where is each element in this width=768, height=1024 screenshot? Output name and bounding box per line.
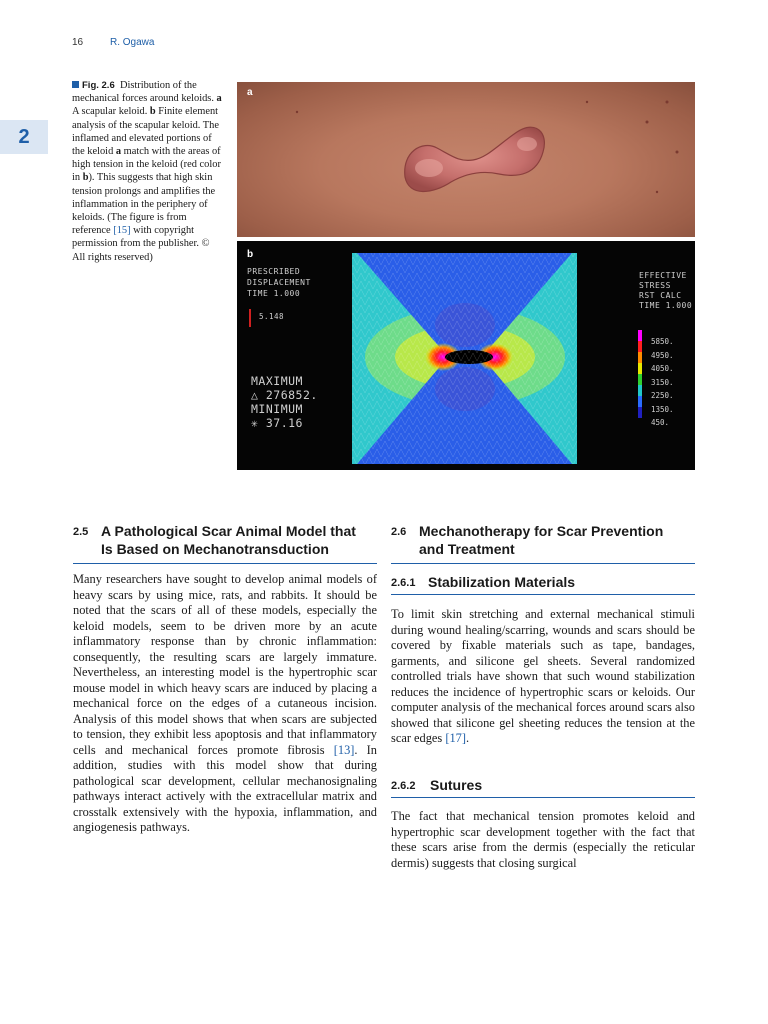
caption-text: Distribution of the mechanical forces around keloids.	[72, 80, 217, 105]
fem-extremes	[251, 374, 318, 430]
running-author: R. Ogawa	[110, 37, 155, 48]
caption-panel-ref: a	[115, 146, 122, 158]
fem-small-value: 5.148	[259, 312, 285, 321]
caption-panel-ref: b	[82, 172, 89, 184]
section-title: Is Based on Mechanotransduction	[101, 541, 329, 557]
fem-legend-line: STRESS	[639, 281, 671, 290]
caption-panel-ref: b	[149, 106, 156, 118]
subsection-title: Sutures	[430, 777, 483, 793]
fem-left-legend	[247, 266, 311, 299]
fem-right-legend	[639, 271, 692, 311]
fem-min-value: ✳ 37.16	[251, 416, 303, 430]
paragraph-text: The fact that mechanical tension promotes keloid and hypertrophic scar development together with the fact that these scars arise from the dermis (especially the reticular dermis) suggests that closing surgical	[391, 809, 695, 870]
paragraph-text: .	[466, 731, 470, 745]
caption-text: Finite element analysis of the scapular keloid. The inflamed and elevated portions of the keloid	[72, 106, 219, 158]
fem-max-value: △ 276852.	[251, 388, 318, 402]
scale-color-segment	[638, 352, 642, 363]
fem-legend-line: PRESCRIBED	[247, 267, 301, 276]
subsection-rule	[391, 797, 695, 798]
section-title: and Treatment	[419, 541, 515, 557]
figure-caption	[72, 79, 224, 264]
scale-color-segment	[638, 385, 642, 396]
keloid-photo-panel	[237, 82, 695, 237]
paragraph-text: To limit skin stretching and external mechanical stimuli during wound healing/scarring, wounds and scars should be covered by fixable materials such as tape, bandages, garments, and silicone gel sheets. Several randomized controlled trials have shown that such wound stabilization reduces the incidence of hypertrophic scars or keloids. Our computer analysis of the mechanical forces around scars also showed that silicone gel sheeting reduces the tension at the scar edges	[391, 607, 695, 745]
stress-color-scale	[638, 330, 642, 418]
section-number: 2.6	[391, 526, 407, 538]
fem-max-label: MAXIMUM	[251, 374, 303, 388]
paragraph	[391, 809, 695, 871]
citation-link[interactable]: [13]	[333, 742, 355, 757]
scale-color-segment	[638, 341, 642, 352]
caption-panel-ref: a	[216, 93, 222, 105]
scale-color-segment	[638, 407, 642, 418]
subsection-title: Stabilization Materials	[428, 574, 576, 590]
subsection-rule	[391, 594, 695, 595]
scale-color-segment	[638, 396, 642, 407]
caption-text: A scapular keloid.	[72, 106, 150, 118]
displacement-marker	[249, 309, 251, 327]
caption-text: match with the areas of high tension in the keloid (red color in	[72, 146, 221, 184]
fem-legend-line: RST CALC	[639, 291, 682, 300]
section-rule	[391, 563, 695, 564]
scale-label: 2250.	[651, 391, 674, 400]
fem-panel	[237, 241, 695, 470]
caption-text: ). This suggests that high skin tension prolongs and amplifies the inflammation in the periphery of keloids. (The figure is from reference	[72, 172, 216, 237]
caption-text: with copyright permission from the publisher. © All rights reserved)	[72, 225, 210, 263]
subsection-number: 2.6.1	[391, 577, 416, 589]
section-title: Mechanotherapy for Scar Prevention	[419, 523, 664, 539]
section-number: 2.5	[73, 526, 89, 538]
paragraph	[391, 607, 695, 747]
page-number: 16	[72, 37, 84, 48]
panel-b-label: b	[247, 249, 254, 260]
paragraph-text: . In addition, studies with this model show that during pathological scar development, cellular mechanosignaling pathways interact actively with the extracellular matrix and crosstalk extensively with the hypoxia, inflammation, and angiogenesis pathways.	[73, 742, 377, 834]
keloid-photo	[237, 82, 695, 237]
panel-a-label: a	[247, 87, 253, 98]
paragraph	[73, 572, 377, 836]
scale-color-segment	[638, 363, 642, 374]
citation-link[interactable]: [15]	[113, 225, 131, 237]
scale-color-segment	[638, 374, 642, 385]
scale-label: 4050.	[651, 364, 674, 373]
subsection-number: 2.6.2	[391, 780, 416, 792]
paragraph-text: Many researchers have sought to develop animal models of heavy scars by using mice, rats, and rabbits. It should be noted that the scars of all of these models, especially the keloid models, seem to be driven more by an acute inflammatory response than by chronic inflammation: consequently, the resulting scars are largely immature. Nevertheless, an interesting model is the hypertrophic scar mouse model in which heavy scars are induced by placing a mechanical force on the edges of a cutaneous incision. Analysis of this model shows that when scars are subjected to tension, they exhibit less apoptosis and that inflammatory cells and mechanical forces promote fibrosis	[73, 572, 377, 757]
citation-link[interactable]: [17]	[445, 731, 467, 745]
fem-legend-line: DISPLACEMENT	[247, 278, 311, 287]
chapter-tab: 2	[0, 120, 48, 154]
scale-label: 4950.	[651, 350, 674, 360]
scale-label: 1350.	[651, 404, 674, 414]
fem-legend-line: EFFECTIVE	[639, 271, 687, 280]
figure-marker-icon	[72, 81, 79, 88]
scale-label: 3150.	[651, 377, 674, 387]
scale-color-segment	[638, 330, 642, 341]
fem-legend-line: TIME 1.000	[247, 289, 301, 298]
scale-label: 5850.	[651, 337, 674, 346]
figure-label: Fig. 2.6	[82, 80, 115, 91]
section-title: A Pathological Scar Animal Model that	[101, 523, 356, 539]
section-rule	[73, 563, 377, 564]
scale-label: 450.	[651, 418, 670, 427]
fem-legend-line: TIME 1.000	[639, 301, 693, 310]
fem-min-label: MINIMUM	[251, 402, 303, 416]
